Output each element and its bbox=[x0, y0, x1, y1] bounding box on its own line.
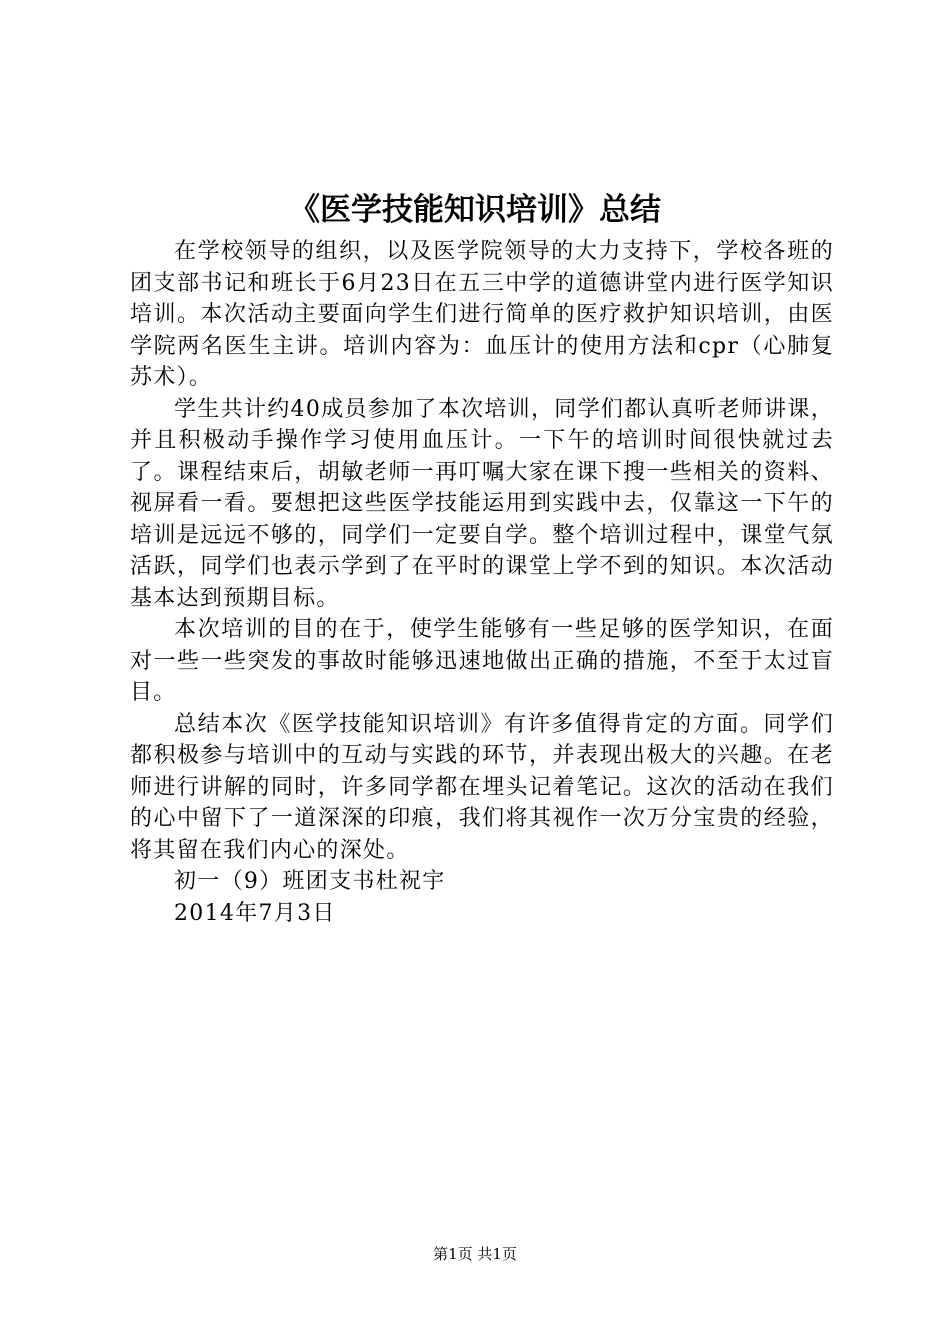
document-title: 《医学技能知识培训》总结 bbox=[289, 192, 661, 228]
date: 2014年7月3日 bbox=[174, 900, 336, 926]
page-footer: 第1页 共1页 bbox=[433, 1245, 517, 1263]
document-body bbox=[130, 236, 834, 929]
signature: 初一（9）班团支书杜祝宇 bbox=[174, 869, 446, 894]
paragraph-3: 本次培训的目的在于，使学生能够有一些足够的医学知识，在面对一些一些突发的事故时能够迅速地做出正确的措施，不至于太过盲目。 bbox=[130, 617, 834, 705]
paragraph-4: 总结本次《医学技能知识培训》有许多值得肯定的方面。同学们都积极参与培训中的互动与实践的环节，并表现出极大的兴趣。在老师进行讲解的同时，许多同学都在埋头记着笔记。这次的活动在我们的心中留下了一道深深的印痕，我们将其视作一次万分宝贵的经验，将其留在我们内心的深处。 bbox=[130, 711, 834, 863]
paragraph-2: 学生共计约40成员参加了本次培训，同学们都认真听老师讲课，并且积极动手操作学习使用血压计。一下午的培训时间很快就过去了。课程结束后，胡敏老师一再叮嘱大家在课下搜一些相关的资料、视屏看一看。要想把这些医学技能运用到实践中去，仅靠这一下午的培训是远远不够的，同学们一定要自学。整个培训过程中，课堂气氛活跃，同学们也表示学到了在平时的课堂上学不到的知识。本次活动基本达到预期目标。 bbox=[130, 396, 834, 611]
paragraph-1: 在学校领导的组织，以及医学院领导的大力支持下，学校各班的团支部书记和班长于6月23日在五三中学的道德讲堂内进行医学知识培训。本次活动主要面向学生们进行简单的医疗救护知识培训，由医学院两名医生主讲。培训内容为：血压计的使用方法和cpr（心肺复苏术）。 bbox=[130, 239, 834, 390]
